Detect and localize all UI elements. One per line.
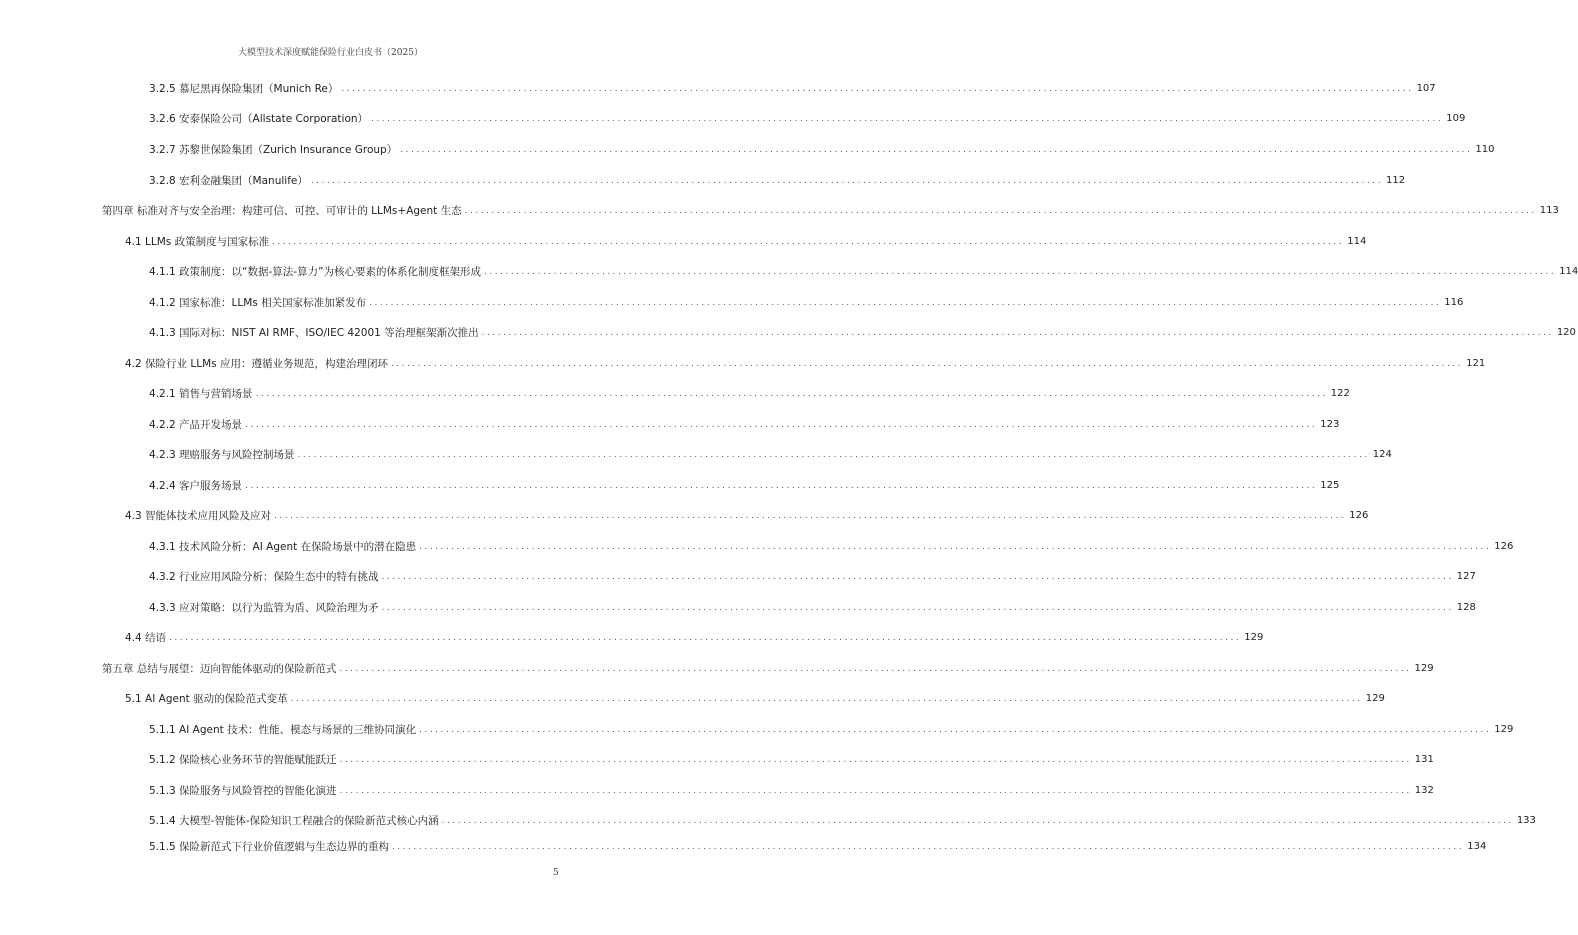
toc-entry-4-3-2[interactable]	[149, 569, 1476, 585]
toc-leader-dots: ........................................................................................................................................................................................................	[290, 694, 1363, 704]
toc-leader-dots: ........................................................................................................................................................................................................	[419, 725, 1492, 735]
toc-leader-dots: ........................................................................................................................................................................................................	[369, 298, 1442, 308]
toc-leader-dots: ........................................................................................................................................................................................................	[381, 572, 1454, 582]
toc-leader-dots: ........................................................................................................................................................................................................	[339, 664, 1412, 674]
toc-leader-dots: ........................................................................................................................................................................................................	[310, 176, 1384, 186]
toc-leader-dots: ........................................................................................................................................................................................................	[274, 511, 1347, 521]
toc-leader-dots: ........................................................................................................................................................................................................	[392, 842, 1465, 852]
toc-leader-dots: ........................................................................................................................................................................................................	[297, 450, 1370, 460]
toc-entry-title: 4.1.3 国际对标：NIST AI RMF、ISO/IEC 42001 等治理框架渐次推出	[149, 327, 479, 339]
toc-entry-page: 120	[1556, 327, 1576, 338]
toc-entry-page: 133	[1516, 815, 1536, 826]
toc-entry-page: 126	[1494, 541, 1514, 552]
toc-entry-page: 112	[1386, 175, 1406, 186]
toc-entry-3-2-8[interactable]	[149, 173, 1406, 189]
toc-entry-chapter-4[interactable]	[102, 203, 1559, 219]
toc-entry-4-1-1[interactable]	[149, 264, 1578, 280]
toc-entry-title: 4.1 LLMs 政策制度与国家标准	[125, 236, 270, 248]
toc-entry-page: 127	[1456, 571, 1476, 582]
toc-leader-dots: ........................................................................................................................................................................................................	[341, 84, 1414, 94]
toc-leader-dots: ........................................................................................................................................................................................................	[272, 237, 1345, 247]
toc-entry-page: 134	[1467, 841, 1487, 852]
toc-entry-5-1-5[interactable]	[149, 839, 1487, 855]
toc-entry-3-2-5[interactable]	[149, 81, 1436, 97]
toc-entry-title: 3.2.8 宏利金融集团（Manulife）	[149, 175, 308, 187]
toc-leader-dots: ........................................................................................................................................................................................................	[390, 359, 1464, 369]
toc-entry-page: 109	[1446, 113, 1466, 124]
toc-entry-3-2-6[interactable]	[149, 111, 1466, 127]
toc-entry-page: 110	[1475, 144, 1495, 155]
toc-leader-dots: ........................................................................................................................................................................................................	[371, 114, 1444, 124]
toc-entry-page: 121	[1466, 358, 1486, 369]
toc-entry-title: 3.2.7 苏黎世保险集团（Zurich Insurance Group）	[149, 144, 398, 156]
toc-leader-dots: ........................................................................................................................................................................................................	[381, 603, 1454, 613]
toc-entry-5-1-4[interactable]	[149, 813, 1536, 829]
toc-entry-title: 4.1.1 政策制度：以“数据-算法-算力”为核心要素的体系化制度框架形成	[149, 266, 482, 278]
toc-entry-title: 5.1.3 保险服务与风险管控的智能化演进	[149, 785, 337, 797]
toc-entry-4-2-2[interactable]	[149, 417, 1340, 433]
toc-entry-page: 123	[1320, 419, 1340, 430]
toc-entry-title: 4.3.3 应对策略：以行为监管为盾、风险治理为矛	[149, 602, 379, 614]
toc-entry-4-2-1[interactable]	[149, 386, 1350, 402]
toc-entry-page: 132	[1414, 785, 1434, 796]
toc-leader-dots: ........................................................................................................................................................................................................	[339, 786, 1412, 796]
toc-entry-title: 5.1.2 保险核心业务环节的智能赋能跃迁	[149, 754, 337, 766]
toc-entry-5-1-3[interactable]	[149, 783, 1434, 799]
toc-entry-page: 129	[1414, 663, 1434, 674]
toc-entry-page: 129	[1244, 632, 1264, 643]
toc-entry-4-3[interactable]	[125, 508, 1369, 524]
toc-entry-4-1-2[interactable]	[149, 295, 1464, 311]
toc-leader-dots: ........................................................................................................................................................................................................	[255, 389, 1328, 399]
toc-leader-dots: ........................................................................................................................................................................................................	[441, 816, 1514, 826]
toc-entry-page: 129	[1494, 724, 1514, 735]
toc-entry-page: 126	[1349, 510, 1369, 521]
toc-entry-4-1[interactable]	[125, 234, 1367, 250]
toc-entry-chapter-5[interactable]	[102, 661, 1434, 677]
page-header: 大模型技术深度赋能保险行业白皮书（2025）	[238, 48, 423, 58]
toc-entry-5-1-1[interactable]	[149, 722, 1514, 738]
toc-entry-title: 第四章 标准对齐与安全治理：构建可信、可控、可审计的 LLMs+Agent 生态	[102, 205, 462, 217]
toc-leader-dots: ........................................................................................................................................................................................................	[464, 206, 1537, 216]
toc-entry-title: 4.2.4 客户服务场景	[149, 480, 243, 492]
toc-entry-title: 5.1 AI Agent 驱动的保险范式变革	[125, 693, 288, 705]
toc-entry-title: 5.1.4 大模型-智能体-保险知识工程融合的保险新范式核心内涵	[149, 815, 439, 827]
toc-entry-page: 129	[1365, 693, 1385, 704]
toc-entry-title: 5.1.5 保险新范式下行业价值逻辑与生态边界的重构	[149, 841, 390, 853]
toc-entry-title: 4.2.1 销售与营销场景	[149, 388, 253, 400]
toc-leader-dots: ........................................................................................................................................................................................................	[419, 542, 1492, 552]
toc-leader-dots: ........................................................................................................................................................................................................	[484, 267, 1557, 277]
toc-entry-title: 3.2.5 慕尼黑再保险集团（Munich Re）	[149, 83, 339, 95]
page-number: 5	[553, 868, 559, 878]
toc-entry-page: 114	[1347, 236, 1367, 247]
toc-entry-4-4[interactable]	[125, 630, 1264, 646]
toc-entry-page: 122	[1330, 388, 1350, 399]
toc-entry-5-1[interactable]	[125, 691, 1385, 707]
toc-entry-4-3-3[interactable]	[149, 600, 1476, 616]
toc-entry-4-2-4[interactable]	[149, 478, 1340, 494]
toc-leader-dots: ........................................................................................................................................................................................................	[339, 755, 1412, 765]
toc-entry-page: 128	[1456, 602, 1476, 613]
toc-entry-title: 5.1.1 AI Agent 技术：性能、模态与场景的三维协同演化	[149, 724, 417, 736]
toc-entry-page: 113	[1539, 205, 1559, 216]
toc-entry-title: 4.2.3 理赔服务与风险控制场景	[149, 449, 295, 461]
toc-entry-title: 3.2.6 安泰保险公司（Allstate Corporation）	[149, 113, 369, 125]
toc-entry-title: 4.3.1 技术风险分析：AI Agent 在保险场景中的潜在隐患	[149, 541, 417, 553]
toc-entry-title: 4.2.2 产品开发场景	[149, 419, 243, 431]
toc-entry-title: 4.3.2 行业应用风险分析：保险生态中的特有挑战	[149, 571, 379, 583]
toc-entry-4-2[interactable]	[125, 356, 1486, 372]
toc-leader-dots: ........................................................................................................................................................................................................	[245, 481, 1318, 491]
toc-entry-page: 114	[1559, 266, 1578, 277]
toc-entry-page: 124	[1372, 449, 1392, 460]
toc-entry-4-3-1[interactable]	[149, 539, 1514, 555]
toc-entry-title: 4.3 智能体技术应用风险及应对	[125, 510, 272, 522]
toc-entry-title: 4.1.2 国家标准：LLMs 相关国家标准加紧发布	[149, 297, 367, 309]
toc-leader-dots: ........................................................................................................................................................................................................	[400, 145, 1473, 155]
toc-leader-dots: ........................................................................................................................................................................................................	[481, 328, 1554, 338]
toc-entry-page: 125	[1320, 480, 1340, 491]
toc-entry-page: 116	[1444, 297, 1464, 308]
toc-entry-4-1-3[interactable]	[149, 325, 1576, 341]
toc-entry-title: 第五章 总结与展望：迈向智能体驱动的保险新范式	[102, 663, 337, 675]
toc-leader-dots: ........................................................................................................................................................................................................	[169, 633, 1242, 643]
toc-entry-title: 4.2 保险行业 LLMs 应用：遵循业务规范，构建治理闭环	[125, 358, 388, 370]
toc-entry-4-2-3[interactable]	[149, 447, 1392, 463]
toc-entry-page: 107	[1416, 83, 1436, 94]
toc-leader-dots: ........................................................................................................................................................................................................	[245, 420, 1318, 430]
toc-entry-page: 131	[1414, 754, 1434, 765]
toc-entry-title: 4.4 结语	[125, 632, 167, 644]
toc-entry-5-1-2[interactable]	[149, 752, 1434, 768]
toc-entry-3-2-7[interactable]	[149, 142, 1495, 158]
